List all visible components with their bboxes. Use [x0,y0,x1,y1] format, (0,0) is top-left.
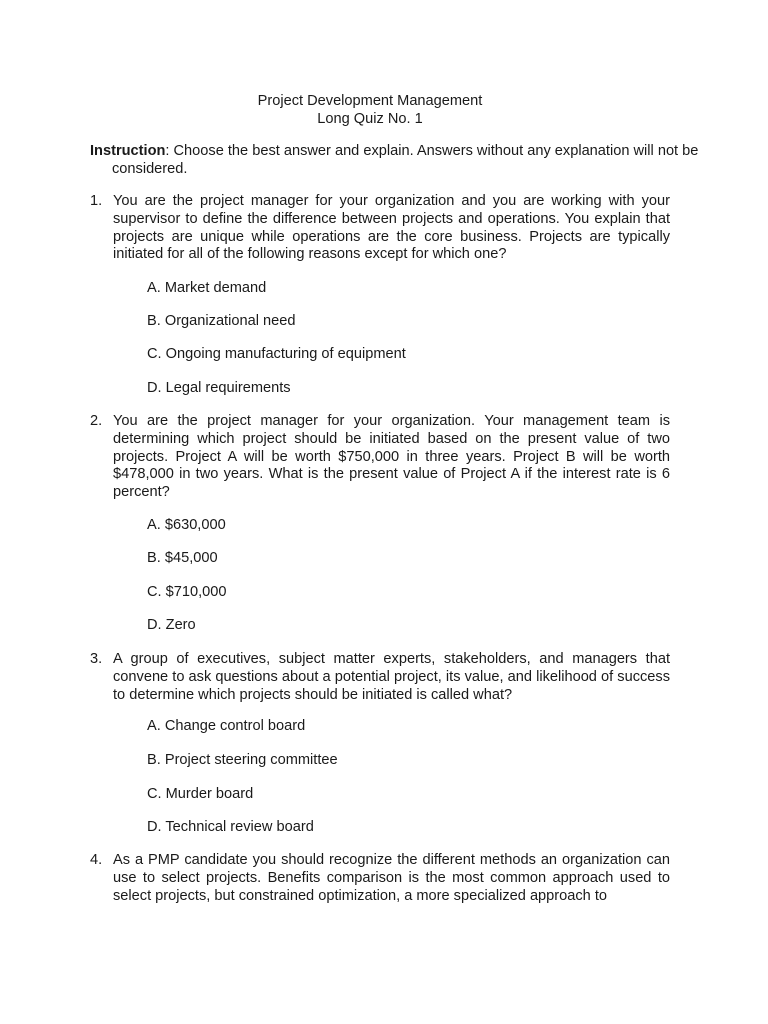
option-3d: D. Technical review board [147,819,314,835]
instruction-label: Instruction [90,143,166,159]
document-title: Project Development Management [257,93,483,109]
question-3 [90,651,670,704]
instruction-paragraph [90,143,702,179]
option-3a: A. Change control board [147,718,306,734]
question-text: You are the project manager for your organization and you are working with your supervisor to define the difference between projects and operations. You explain that projects are unique while operations are the core business. Projects are typically initiated for all of the following reasons except for which one? [113,193,670,263]
document-header [0,92,740,128]
option-1d: D. Legal requirements [147,380,291,396]
option-2c: C. $710,000 [147,584,227,600]
instruction-text: : Choose the best answer and explain. Answers without any explanation will not be considered. [112,143,699,177]
option-3c: C. Murder board [147,786,254,802]
option-1b: B. Organizational need [147,313,296,329]
question-2 [90,413,670,502]
option-2b: B. $45,000 [147,550,218,566]
option-1c: C. Ongoing manufacturing of equipment [147,346,406,362]
option-1a: A. Market demand [147,280,267,296]
option-2d: D. Zero [147,617,196,633]
question-number: 4. [90,852,103,868]
question-text: A group of executives, subject matter experts, stakeholders, and managers that convene to ask questions about a potential project, its value, and likelihood of success to determine which projects should be initiated is called what? [113,651,670,703]
question-number: 2. [90,413,103,429]
option-3b: B. Project steering committee [147,752,338,768]
question-number: 1. [90,193,103,209]
question-text: As a PMP candidate you should recognize the different methods an organization can use to select projects. Benefits comparison is the most common approach used to select projects, but constrained optimization, a more specialized approach to [113,852,670,904]
question-4 [90,852,670,905]
question-1 [90,193,670,264]
document-subtitle: Long Quiz No. 1 [317,111,423,127]
option-2a: A. $630,000 [147,517,226,533]
question-number: 3. [90,651,103,667]
question-text: You are the project manager for your organization. Your management team is determining which project should be initiated based on the present value of two projects. Project A will be worth $750,000 in three years. Project B will be worth $478,000 in two years. What is the present value of Project A if the interest rate is 6 percent? [113,413,670,501]
